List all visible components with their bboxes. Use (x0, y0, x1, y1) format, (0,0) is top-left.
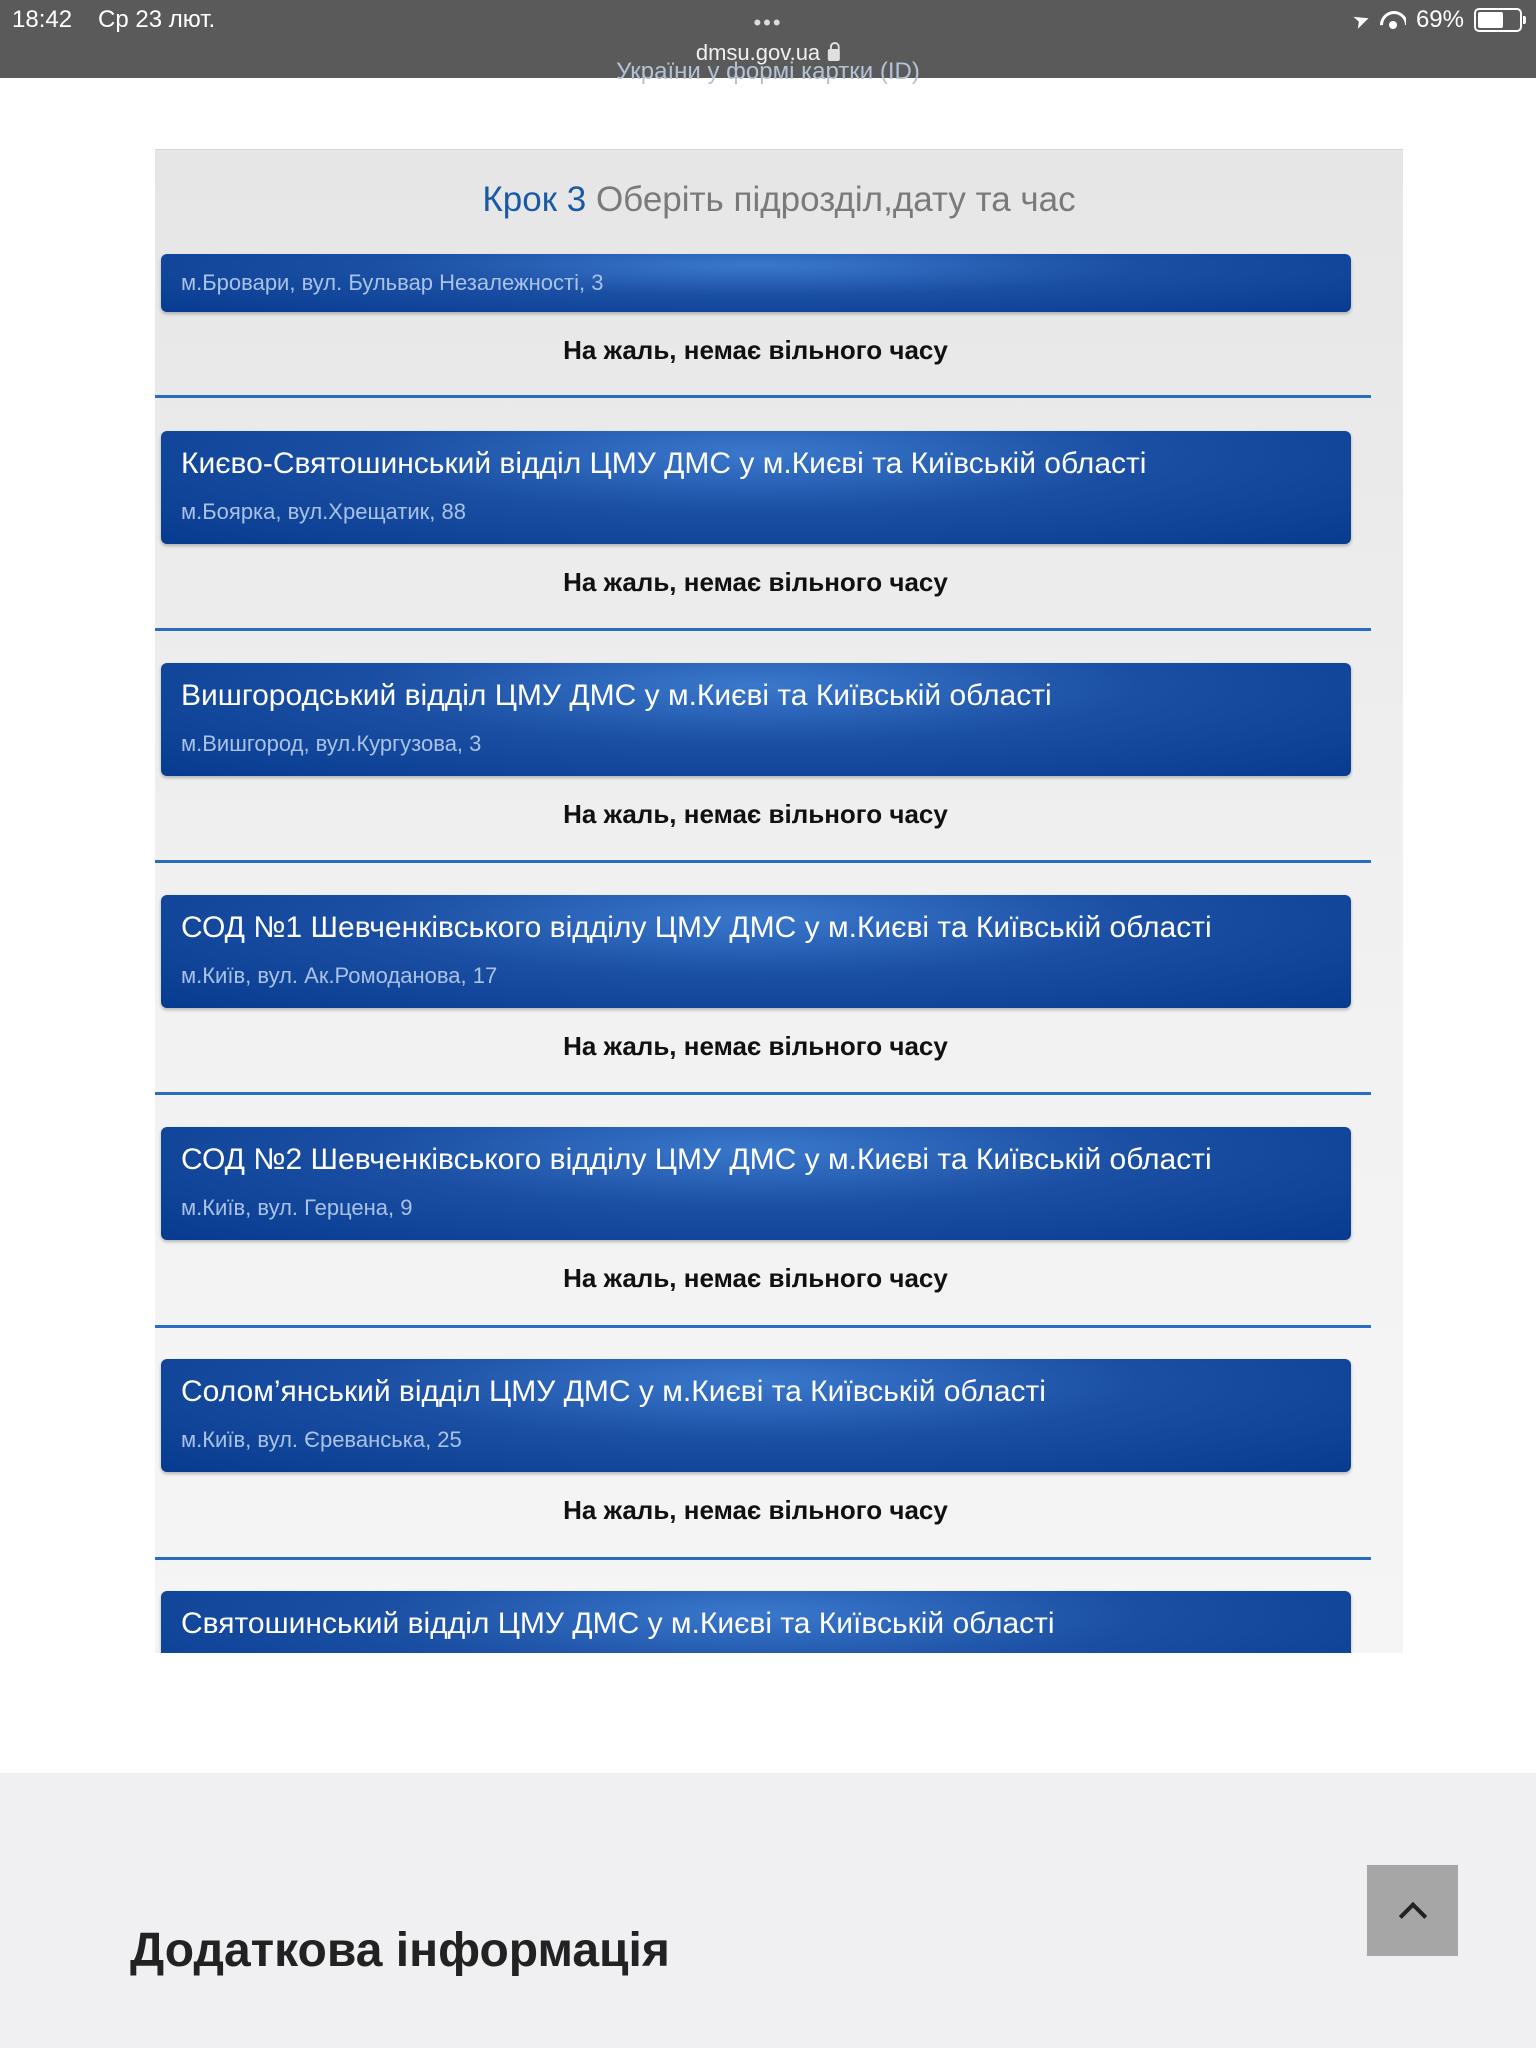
divider (155, 628, 1371, 631)
status-time: 18:42 (12, 6, 73, 33)
office-name: Вишгородський відділ ЦМУ ДМС у м.Києві та Київській області (181, 679, 1052, 712)
office-name: Святошинський відділ ЦМУ ДМС у м.Києві та Київській області (181, 1607, 1055, 1640)
office-card[interactable] (161, 254, 1351, 312)
location-arrow-icon: ➤ (1350, 7, 1374, 34)
office-name: Солом’янський відділ ЦМУ ДМС у м.Києві та Київській області (181, 1375, 1046, 1408)
no-time-message: На жаль, немає вільного часу (563, 799, 948, 829)
office-card[interactable] (161, 663, 1351, 776)
step-number: Крок 3 (482, 180, 587, 219)
office-card[interactable] (161, 1359, 1351, 1472)
divider (155, 395, 1371, 398)
step-title: Оберіть підрозділ,дату та час (595, 180, 1076, 219)
no-time-message: На жаль, немає вільного часу (563, 335, 948, 365)
office-card[interactable] (161, 895, 1351, 1008)
office-card[interactable] (161, 1127, 1351, 1240)
office-address: м.Київ, вул. Єреванська, 25 (181, 1427, 462, 1452)
footer-title: Додаткова інформація (130, 1924, 670, 1977)
step-panel (155, 149, 1403, 1653)
status-indicators (1350, 6, 1522, 34)
clipped-previous-text: України у формі картки (ID) (616, 58, 920, 85)
office-address: м.Боярка, вул.Хрещатик, 88 (181, 499, 466, 524)
wifi-icon (1380, 11, 1406, 29)
no-time-message: На жаль, немає вільного часу (563, 567, 948, 597)
office-card[interactable] (161, 1591, 1351, 1653)
footer-section (0, 1773, 1536, 2048)
address-url: dmsu.gov.ua (695, 40, 821, 65)
step-heading (155, 180, 1403, 220)
battery-icon (1474, 8, 1522, 32)
status-date: Ср 23 лют. (98, 6, 216, 33)
office-name: Києво-Святошинський відділ ЦМУ ДМС у м.Києві та Київській області (181, 447, 1147, 480)
office-card[interactable] (161, 431, 1351, 544)
office-address: м.Київ, вул. Герцена, 9 (181, 1195, 413, 1220)
office-name: СОД №1 Шевченківського відділу ЦМУ ДМС у м.Києві та Київській області (181, 911, 1212, 944)
divider (155, 1092, 1371, 1095)
office-address: м.Бровари, вул. Бульвар Незалежності, 3 (181, 270, 604, 295)
scroll-to-top-button[interactable] (1367, 1865, 1458, 1956)
no-time-message: На жаль, немає вільного часу (563, 1031, 948, 1061)
divider (155, 860, 1371, 863)
office-name: СОД №2 Шевченківського відділу ЦМУ ДМС у м.Києві та Київській області (181, 1143, 1212, 1176)
no-time-message: На жаль, немає вільного часу (563, 1263, 948, 1293)
battery-percent: 69% (1415, 6, 1464, 33)
office-address: м.Київ, вул. Ак.Ромоданова, 17 (181, 963, 498, 988)
chevron-up-icon (1398, 1901, 1426, 1929)
divider (155, 1325, 1371, 1328)
more-dots-icon[interactable]: ••• (753, 10, 783, 35)
no-time-message: На жаль, немає вільного часу (563, 1495, 948, 1525)
office-address: м.Вишгород, вул.Кургузова, 3 (181, 731, 482, 756)
divider (155, 1557, 1371, 1560)
